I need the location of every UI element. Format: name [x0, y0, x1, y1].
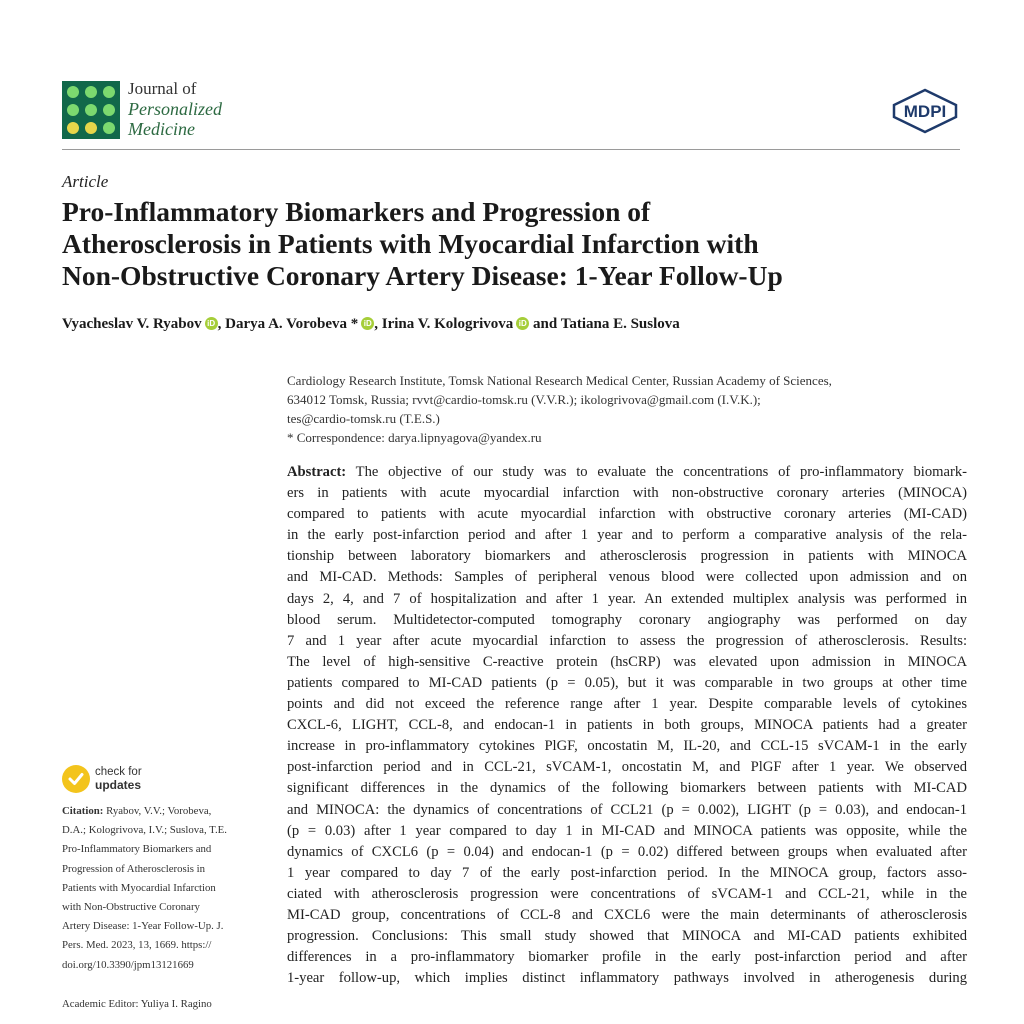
- citation-line: Pers. Med. 2023, 13, 1669. https://: [62, 939, 212, 952]
- check-updates-icon: [62, 765, 90, 793]
- abstract-line: [287, 462, 967, 483]
- abstract: [287, 462, 967, 989]
- doi-link[interactable]: doi.org/10.3390/jpm13121669: [62, 958, 194, 971]
- abstract-line: MI-CAD group, concentrations of CCL-8 and CXCL6 were the main determinants of atherosclerosis: [287, 906, 967, 923]
- abstract-line: blood serum. Multidetector-computed tomography coronary angiography was performed on day: [287, 611, 967, 628]
- abstract-line: in the early post-infarction period and after 1 year and to perform a comparative analysis of the rela-: [287, 527, 967, 544]
- abstract-line: days 2, 4, and 7 of hospitalization and after 1 year. An extended multiplex analysis was performed in: [287, 590, 967, 607]
- title-line: Atherosclerosis in Patients with Myocardial Infarction with: [62, 228, 759, 259]
- citation-line: [62, 802, 262, 821]
- abstract-line: progression. Conclusions: This small study showed that MINOCA and MI-CAD patients exhibited: [287, 928, 967, 945]
- abstract-line: differences in a pro-inflammatory biomarker profile in the early post-infarction period and after: [287, 949, 967, 966]
- orcid-icon[interactable]: iD: [516, 317, 529, 330]
- citation-label: Citation:: [62, 805, 104, 817]
- abstract-line: CXCL-6, LIGHT, CCL-8, and endocan-1 in patients in both groups, MINOCA patients had a greater: [287, 717, 967, 734]
- abstract-line: 1-year follow-up, which implies distinct inflammatory pathways involved in atherogenesis during: [287, 970, 967, 987]
- abstract-text: The objective of our study was to evaluate the concentrations of pro-inflammatory biomark-: [346, 464, 967, 480]
- academic-editor: Academic Editor: Yuliya I. Ragino: [62, 998, 212, 1010]
- author-separator: ,: [217, 316, 226, 332]
- affiliation-line: 634012 Tomsk, Russia; rvvt@cardio-tomsk.ru (V.V.R.); ikologrivova@gmail.com (I.V.K.);: [287, 392, 761, 407]
- abstract-line: and MI-CAD. Methods: Samples of peripheral venous blood were collected upon admission and on: [287, 569, 967, 586]
- mdpi-logo: [890, 88, 960, 134]
- title-line: Pro-Inflammatory Biomarkers and Progression of: [62, 196, 651, 227]
- correspondence-line: * Correspondence: darya.lipnyagova@yandex.ru: [287, 430, 542, 445]
- abstract-line: points and did not exceed the reference range after 1 year. Despite comparable levels of cytokines: [287, 696, 967, 713]
- abstract-line: significant differences in the dynamics of the following biomarkers between patients with MI-CAD: [287, 780, 967, 797]
- journal-name-line-1: Journal of: [128, 79, 197, 98]
- orcid-icon[interactable]: iD: [205, 317, 218, 330]
- check-updates-line-2: updates: [95, 778, 142, 792]
- citation-line: Patients with Myocardial Infarction: [62, 881, 216, 894]
- abstract-line: 7 and 1 year after acute myocardial infarction to assess the progression of atherosclerosis. Results:: [287, 632, 967, 649]
- citation-line: Progression of Atherosclerosis in: [62, 862, 206, 875]
- citation-line: Artery Disease: 1-Year Follow-Up. J.: [62, 920, 224, 933]
- abstract-line: 1 year compared to day 7 of the early post-infarction period. In the MINOCA group, factors asso-: [287, 864, 967, 881]
- orcid-icon[interactable]: iD: [361, 317, 374, 330]
- journal-name: [128, 79, 222, 139]
- article-title: [62, 196, 962, 292]
- author-name[interactable]: Tatiana E. Suslova: [560, 316, 680, 332]
- header-divider: [62, 149, 960, 150]
- citation-line: with Non-Obstructive Coronary: [62, 901, 200, 914]
- citation-block: [62, 802, 262, 975]
- citation-line: Pro-Inflammatory Biomarkers and: [62, 843, 212, 856]
- journal-name-line-2: Personalized: [128, 99, 222, 119]
- abstract-line: tionship between laboratory biomarkers and atherosclerosis progression in patients with MINOCA: [287, 548, 967, 565]
- check-updates-text: [95, 766, 142, 792]
- article-type: Article: [62, 172, 109, 191]
- citation-line: D.A.; Kologrivova, I.V.; Suslova, T.E.: [62, 824, 227, 837]
- abstract-line: compared to patients with acute myocardial infarction with obstructive coronary arteries (MI-CAD): [287, 506, 967, 523]
- title-line: Non-Obstructive Coronary Artery Disease: 1-Year Follow-Up: [62, 260, 783, 291]
- affiliation-line: Cardiology Research Institute, Tomsk National Research Medical Center, Russian Academy of Sciences,: [287, 373, 832, 388]
- citation-text: Ryabov, V.V.; Vorobeva,: [106, 805, 212, 817]
- abstract-line: ciated with atherosclerosis progression were concentrations of sVCAM-1 and CCL-21, while in the: [287, 885, 967, 902]
- abstract-line: (p = 0.03) after 1 year compared to day 1 in MI-CAD and MINOCA patients was opposite, while the: [287, 822, 967, 839]
- journal-logo: [62, 81, 120, 139]
- abstract-line: increase in pro-inflammatory cytokines PlGF, oncostatin M, IL-20, and CCL-15 sVCAM-1 in the early: [287, 738, 967, 755]
- author-separator: and: [529, 316, 561, 332]
- abstract-line: and MINOCA: the dynamics of concentrations of CCL21 (p = 0.002), LIGHT (p = 0.03), and endocan-1: [287, 801, 967, 818]
- author-name[interactable]: Irina V. Kologrivova: [381, 316, 514, 332]
- author-name[interactable]: Vyacheslav V. Ryabov: [62, 316, 202, 332]
- mdpi-logo-text: MDPI: [903, 102, 947, 121]
- journal-name-line-3: Medicine: [128, 119, 195, 139]
- author-separator: ,: [374, 316, 382, 332]
- abstract-line: patients compared to MI-CAD patients (p = 0.05), but it was comparable in two groups at other time: [287, 674, 967, 691]
- abstract-line: post-infarction period and in CCL-21, sVCAM-1, oncostatin M, and PlGF after 1 year. We observed: [287, 759, 967, 776]
- abstract-line: dynamics of CXCL6 (p = 0.04) and endocan-1 (p = 0.02) differed between groups when evaluated after: [287, 843, 967, 860]
- abstract-line: The level of high-sensitive C-reactive protein (hsCRP) was elevated upon admission in MINOCA: [287, 653, 967, 670]
- affiliations: [287, 371, 967, 447]
- affiliation-line: tes@cardio-tomsk.ru (T.E.S.): [287, 411, 440, 426]
- check-updates-line-1: check for: [95, 766, 142, 778]
- author-list: [62, 316, 680, 333]
- author-name[interactable]: Darya A. Vorobeva *: [225, 316, 359, 332]
- abstract-label: Abstract:: [287, 464, 347, 480]
- abstract-line: ers in patients with acute myocardial infarction with non-obstructive coronary arteries (MINOCA): [287, 485, 967, 502]
